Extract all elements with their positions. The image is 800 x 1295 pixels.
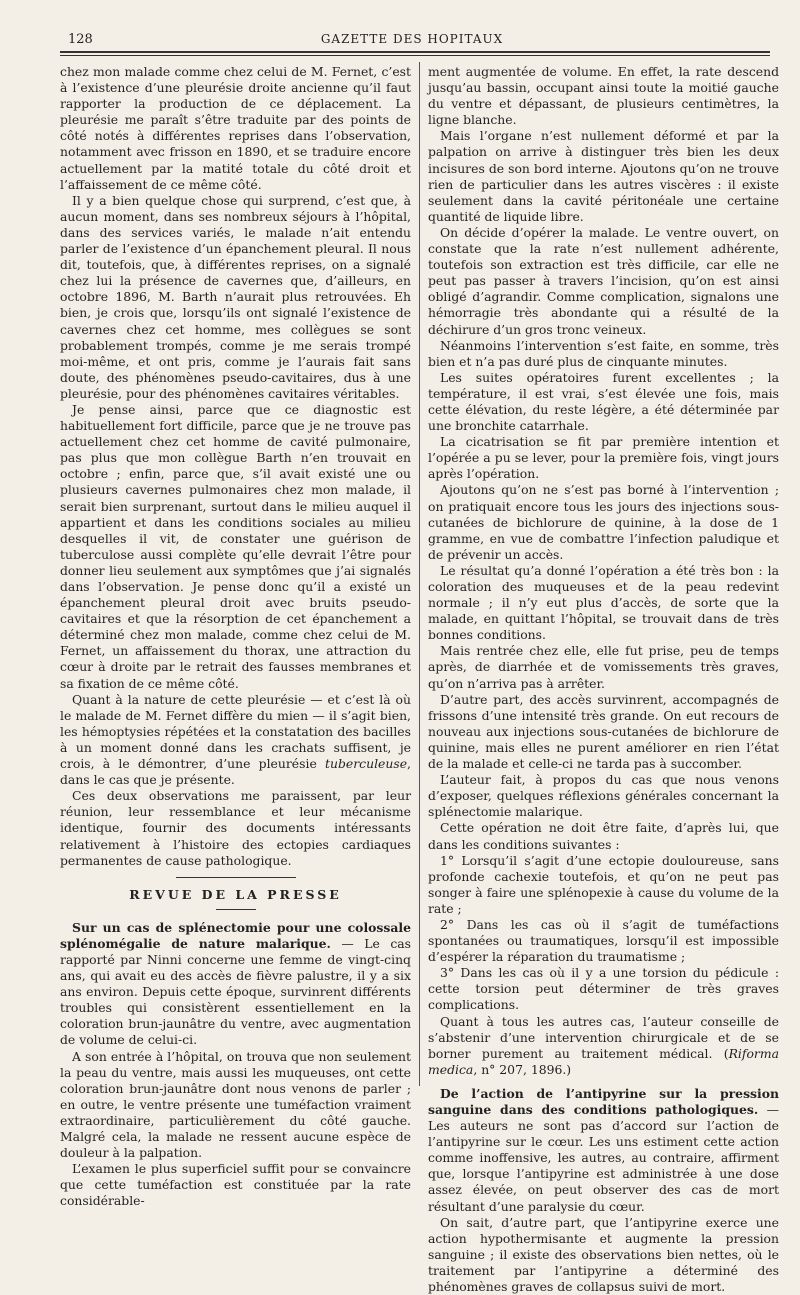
paragraph: A son entrée à l’hôpital, on trouva que non seulement la peau du ventre, mais aussi les muqueuses, ont cette coloration brun-jaunâtre dont nous venons de parler ; en outre, le ventre présente une tuméfaction vraiment extraordinaire, particulièrement du côté gauche. Malgré cela, la malade ne ressent aucune espèce de douleur à la palpation. bbox=[60, 1048, 411, 1161]
article-title: Sur un cas de splénectomie pour une colossale splénomégalie de nature malarique. bbox=[60, 919, 411, 951]
paragraph: Mais l’organe n’est nullement déformé et par la palpation on arrive à distinguer très bien les deux incisures de son bord interne. Ajoutons qu’on ne trouve rien de particulier dans les autres viscères : il existe seulement dans la cavité péritonéale une certaine quantité de liquide libre. bbox=[428, 128, 779, 224]
paragraph: 3° Dans les cas où il y a une torsion du pédicule : cette torsion peut déterminer de très graves complications. bbox=[428, 965, 779, 1013]
page-header bbox=[54, 28, 770, 48]
paragraph: 2° Dans les cas où il s’agit de tuméfactions spontanées ou traumatiques, lorsqu’il est impossible d’espérer la réparation du traumatisme ; bbox=[428, 916, 779, 965]
paragraph: — Les auteurs ne sont pas d’accord sur l’action de l’antipyrine sur le cœur. Les uns estiment cette action comme inoffensive, les autres, au contraire, affirment que, lorsque l’antipyrine est administrée à une dose assez élevée, on peut observer des cas de mort résultant d’une paralysie du cœur. bbox=[428, 1102, 779, 1214]
left-column bbox=[60, 64, 411, 1209]
right-column bbox=[428, 64, 779, 1295]
section-separator bbox=[176, 877, 296, 878]
section-heading: REVUE DE LA PRESSE bbox=[129, 886, 342, 902]
paragraph: Néanmoins l’intervention s’est faite, en somme, très bien et n’a pas duré plus de cinquante minutes. bbox=[428, 337, 779, 369]
paragraph: D’autre part, des accès survinrent, accompagnés de frissons d’une intensité très grande. On eut recours de nouveau aux injections sous-cutanées de bichlorure de quinine, mais elles ne purent améliorer en rien l’état de la malade et celle-ci ne tarda pas à succomber. bbox=[428, 691, 779, 772]
header-rule-thin bbox=[60, 55, 770, 56]
header-rule-thick bbox=[60, 51, 770, 53]
paragraph: La cicatrisation se fit par première intention et l’opérée a pu se lever, pour la première fois, vingt jours après l’opération. bbox=[428, 434, 779, 482]
paragraph: Ces deux observations me paraissent, par leur réunion, leur ressemblance et leur mécanisme identique, fournir des documents intéressants relativement à l’histoire des ectopies cardiaques permanentes de cause pathologique. bbox=[60, 788, 411, 868]
paragraph: ment augmentée de volume. En effet, la rate descend jusqu’au bassin, occupant ainsi toute la moitié gauche du ventre et dépassant, de plusieurs centimètres, la ligne blanche. bbox=[428, 64, 779, 128]
running-title: GAZETTE DES HOPITAUX bbox=[320, 32, 504, 46]
paragraph: Les suites opératoires furent excellentes ; la température, il est vrai, s’est élevée une fois, mais cette élévation, du reste légère, a été déterminée par une bronchite catarrhale. bbox=[428, 369, 779, 434]
paragraph: Il y a bien quelque chose qui surprend, c’est que, à aucun moment, dans ses nombreux séjours à l’hôpital, dans des services variés, le malade n’ait entendu parler de l’existence d’un épanchement pleural. Il nous dit, toutefois, que, à différentes reprises, on a signalé chez lui la présence de cavernes que, d’ailleurs, en octobre 1896, M. Barth n’aurait plus retrouvées. Eh bien, je crois que, lorsqu’ils ont signalé l’existence de cavernes chez cet homme, mes collègues se sont probablement trompés, comme je me serais trompé moi-même, et ont pris, comme je l’aurais fait sans doute, des phénomènes pseudo-cavitaires, dus à une pleurésie, pour des phénomènes cavitaires véritables. bbox=[60, 192, 411, 401]
paragraph: — Le cas rapporté par Ninni concerne une femme de vingt-cinq ans, qui avait eu des accès de fièvre palustre, il y a six ans environ. Depuis cette époque, survinrent différents troubles qui consistèrent essentiellement en la coloration brun-jaunâtre du ventre, avec augmentation de volume de celui-ci. bbox=[60, 935, 412, 1048]
paragraph: On sait, d’autre part, que l’antipyrine exerce une action hypothermisante et augmente la pression sanguine ; il existe des observations bien nettes, où le traitement par l’antipyrine a déterminé des phénomènes graves de collapsus suivi de mort. bbox=[428, 1214, 779, 1295]
paragraph: L’auteur fait, à propos du cas que nous venons d’exposer, quelques réflexions générales concernant la splénectomie malarique. bbox=[428, 772, 779, 820]
paragraph: 1° Lorsqu’il s’agit d’une ectopie douloureuse, sans profonde cachexie toutefois, et qu’on ne peut pas songer à faire une splénopexie à cause du volume de la rate ; bbox=[428, 852, 779, 916]
paragraph: Quant à tous les autres cas, l’auteur conseille de s’abstenir d’une intervention chirurgicale et de se borner purement au traitement médical. (Riforma medica, n° 207, 1896.) bbox=[428, 1013, 779, 1077]
page-number: 128 bbox=[68, 32, 93, 47]
paragraph: Le résultat qu’a donné l’opération a été très bon : la coloration des muqueuses et de la peau redevint normale ; il n’y eut plus d’accès, de sorte que la malade, en quittant l’hôpital, se trouvait dans de très bonnes conditions. bbox=[428, 562, 779, 643]
paragraph: chez mon malade comme chez celui de M. Fernet, c’est à l’existence d’une pleurésie droite ancienne qu’il faut rapporter la production de ce déplacement. La pleurésie me paraît s’être traduite par des points de côté notés à différentes reprises dans l’observation, notamment avec frisson en 1890, et se traduire encore actuellement par la matité totale du côté droit et l’affaissement de ce même côté. bbox=[60, 64, 411, 192]
paragraph: On décide d’opérer la malade. Le ventre ouvert, on constate que la rate n’est nullement adhérente, toutefois son extraction est très difficile, car elle ne peut pas passer à travers l’incision, qu’on est ainsi obligé d’agrandir. Comme complication, signalons une hémorragie très abondante qui a résulté de la déchirure d’un gros tronc veineux. bbox=[428, 224, 779, 337]
article-title: De l’action de l’antipyrine sur la pression sanguine dans des conditions pathologiques. bbox=[428, 1085, 779, 1117]
paragraph: Mais rentrée chez elle, elle fut prise, peu de temps après, de diarrhée et de vomissements très graves, qu’on n’arriva pas à arrêter. bbox=[428, 643, 779, 691]
column-divider bbox=[419, 62, 420, 1086]
paragraph: Je pense ainsi, parce que ce diagnostic est habituellement fort difficile, parce que je ne trouve pas actuellement chez cet homme de cavité pulmonaire, pas plus que mon collègue Barth n’en trouvait en octobre ; enfin, parce que, s’il avait existé une ou plusieurs cavernes pulmonaires chez mon malade, il serait bien surprenant, surtout dans le milieu auquel il appartient et dans les conditions sociales au milieu desquelles il vit, de constater une guérison de tuberculose aussi complète qu’elle devrait l’être pour donner lieu seulement aux symptômes que j’ai signalés dans l’observation. Je pense donc qu’il a existé un épanchement pleural droit avec bruits pseudo-cavitaires et que la résorption de cet épanchement a déterminé chez mon malade, comme chez celui de M. Fernet, un affaissement du thorax, une attraction du cœur à droite par le retrait des fausses membranes et sa fixation de ce même côté. bbox=[60, 401, 411, 691]
paragraph: Cette opération ne doit être faite, d’après lui, que dans les conditions suivantes : bbox=[428, 820, 779, 852]
heading-underline bbox=[216, 909, 256, 910]
paragraph: Ajoutons qu’on ne s’est pas borné à l’intervention ; on pratiquait encore tous les jours des injections sous-cutanées de bichlorure de quinine, à la dose de 1 gramme, en vue de combattre l’infection paludique et de prévenir un accès. bbox=[428, 482, 779, 562]
paragraph: L’examen le plus superficiel suffit pour se convaincre que cette tuméfaction est constituée par la rate considérable- bbox=[60, 1161, 411, 1209]
paragraph: Quant à la nature de cette pleurésie — et c’est là où le malade de M. Fernet diffère du mien — il s’agit bien, les hémoptysies répétées et la constatation des bacilles à un moment donné dans les crachats suffisent, je crois, à le démontrer, d’une pleurésie tuberculeuse, dans le cas que je présente. bbox=[60, 691, 411, 788]
